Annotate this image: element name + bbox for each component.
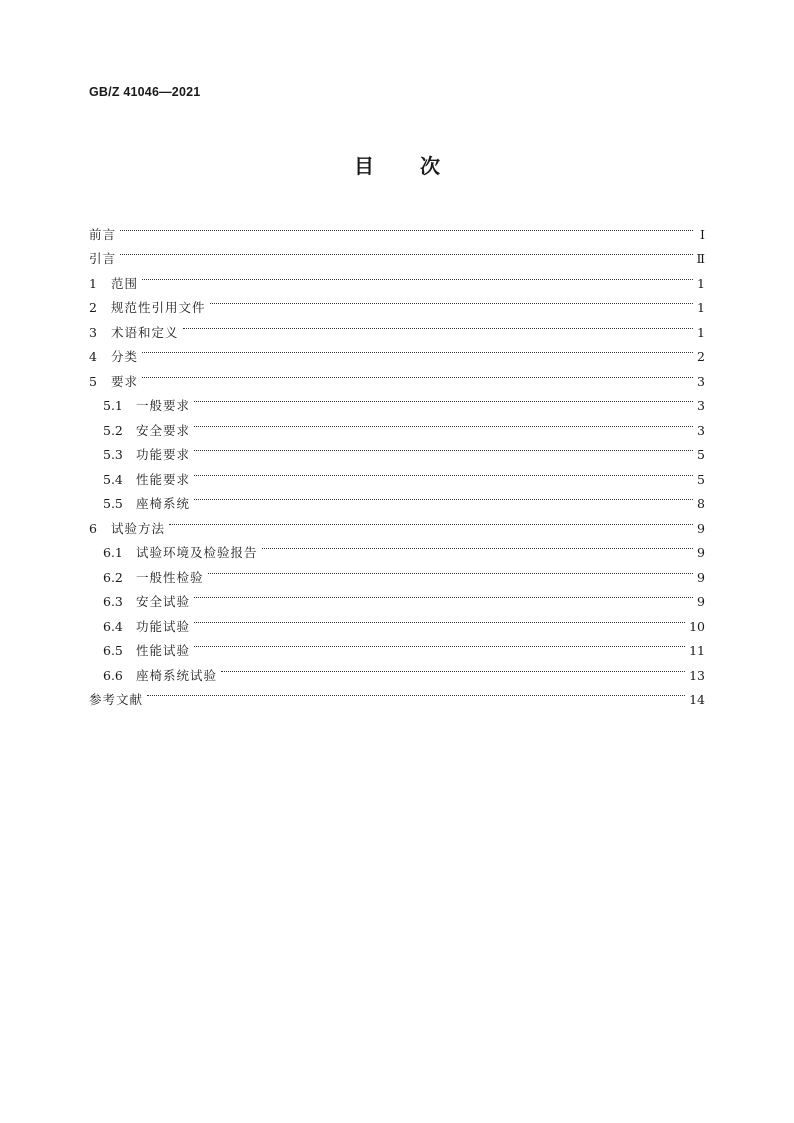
toc-entry-page: Ⅰ bbox=[700, 226, 705, 242]
toc-entry-page: 3 bbox=[697, 373, 705, 389]
toc-entry-label: 功能要求 bbox=[136, 447, 191, 462]
toc-dot-leader bbox=[194, 459, 693, 484]
toc-entry-page: 2 bbox=[697, 349, 705, 364]
toc-entry-page: 11 bbox=[689, 643, 705, 658]
toc-entry-label: 座椅系统 bbox=[136, 496, 191, 511]
toc-entry-label: 功能试验 bbox=[136, 618, 191, 634]
toc-dot-leader bbox=[147, 680, 685, 705]
toc-title bbox=[0, 150, 794, 179]
toc-entry-label: 试验环境及检验报告 bbox=[136, 545, 258, 560]
toc-dot-leader bbox=[120, 214, 693, 239]
toc-dot-leader bbox=[194, 410, 693, 435]
toc-entry[interactable] bbox=[89, 337, 705, 362]
toc-entry-page: 1 bbox=[697, 324, 705, 340]
toc-entry[interactable] bbox=[89, 386, 705, 411]
toc-entry-page: 5 bbox=[697, 471, 705, 487]
toc-entry-page: 9 bbox=[697, 569, 705, 585]
toc-dot-leader bbox=[208, 557, 693, 582]
toc-dot-leader bbox=[221, 655, 685, 680]
toc-entry-label: 要求 bbox=[111, 373, 139, 389]
toc-entry[interactable] bbox=[89, 263, 705, 291]
toc-dot-leader bbox=[120, 239, 692, 264]
toc-entry-page: 1 bbox=[697, 300, 705, 315]
toc-entry-label: 参考文献 bbox=[89, 692, 144, 707]
toc-entry[interactable] bbox=[89, 214, 705, 242]
toc-entry-number: 6 bbox=[89, 520, 97, 536]
toc-entry-label: 性能要求 bbox=[136, 471, 191, 487]
toc-dot-leader bbox=[142, 337, 693, 362]
toc-entry-page: 8 bbox=[697, 496, 705, 511]
toc-entry-number: 2 bbox=[89, 300, 97, 315]
toc-dot-leader bbox=[194, 386, 693, 411]
toc-dot-leader bbox=[142, 361, 693, 386]
toc-entry-label: 安全要求 bbox=[136, 422, 191, 438]
toc-dot-leader bbox=[194, 582, 693, 607]
toc-entry[interactable] bbox=[89, 239, 705, 264]
toc-entry-page: 14 bbox=[689, 692, 705, 707]
toc-entry-number: 5 bbox=[89, 373, 97, 389]
toc-title-part2: 次 bbox=[420, 154, 440, 178]
toc-entry-label: 规范性引用文件 bbox=[111, 300, 206, 315]
toc-dot-leader bbox=[169, 508, 693, 533]
toc-dot-leader bbox=[262, 533, 693, 558]
toc-entry-page: 9 bbox=[697, 520, 705, 536]
toc-entry-number: 3 bbox=[89, 324, 97, 340]
toc-entry-number: 4 bbox=[89, 349, 97, 364]
toc-entry-number: 5.1 bbox=[103, 398, 123, 413]
toc-entry-page: 13 bbox=[689, 667, 705, 683]
toc-entry-number: 6.5 bbox=[103, 643, 123, 658]
toc-dot-leader bbox=[183, 312, 693, 337]
toc-entry-page: 3 bbox=[697, 422, 705, 438]
toc-entry-number: 1 bbox=[89, 275, 97, 291]
toc-entry-page: 9 bbox=[697, 545, 705, 560]
toc-entry-label: 前言 bbox=[89, 226, 117, 242]
toc-entry-label: 一般性检验 bbox=[136, 569, 204, 585]
toc-entry-label: 试验方法 bbox=[111, 520, 166, 536]
toc-dot-leader bbox=[142, 263, 693, 288]
toc-entry-label: 座椅系统试验 bbox=[136, 667, 218, 683]
toc-dot-leader bbox=[194, 435, 693, 460]
table-of-contents bbox=[89, 214, 705, 707]
toc-dot-leader bbox=[194, 631, 685, 656]
toc-entry-label: 一般要求 bbox=[136, 398, 191, 413]
toc-entry[interactable] bbox=[89, 361, 705, 389]
toc-entry[interactable] bbox=[89, 533, 705, 558]
toc-entry-label: 分类 bbox=[111, 349, 139, 364]
toc-dot-leader bbox=[194, 606, 685, 631]
toc-entry-number: 5.3 bbox=[103, 447, 123, 462]
toc-entry-number: 6.3 bbox=[103, 594, 123, 609]
toc-entry-label: 范围 bbox=[111, 275, 139, 291]
toc-entry-page: 9 bbox=[697, 594, 705, 609]
toc-entry-number: 5.5 bbox=[103, 496, 123, 511]
toc-dot-leader bbox=[210, 288, 693, 313]
toc-entry-label: 引言 bbox=[89, 251, 117, 266]
toc-entry[interactable] bbox=[89, 288, 705, 313]
toc-entry-number: 5.2 bbox=[103, 422, 123, 438]
toc-entry-number: 6.1 bbox=[103, 545, 123, 560]
toc-title-part1: 目 bbox=[354, 154, 374, 178]
toc-entry-number: 6.2 bbox=[103, 569, 123, 585]
toc-entry-page: 10 bbox=[689, 618, 705, 634]
toc-entry[interactable] bbox=[89, 680, 705, 705]
toc-entry-page: 5 bbox=[697, 447, 705, 462]
toc-entry[interactable] bbox=[89, 508, 705, 536]
toc-entry-number: 6.6 bbox=[103, 667, 123, 683]
toc-entry-label: 性能试验 bbox=[136, 643, 191, 658]
toc-entry-page: 3 bbox=[697, 398, 705, 413]
document-code: GB/Z 41046—2021 bbox=[89, 85, 201, 99]
toc-entry-page: Ⅱ bbox=[696, 251, 705, 266]
toc-entry-page: 1 bbox=[697, 275, 705, 291]
toc-dot-leader bbox=[194, 484, 693, 509]
toc-entry-label: 术语和定义 bbox=[111, 324, 179, 340]
toc-entry-label: 安全试验 bbox=[136, 594, 191, 609]
toc-entry-number: 6.4 bbox=[103, 618, 123, 634]
toc-entry-number: 5.4 bbox=[103, 471, 123, 487]
